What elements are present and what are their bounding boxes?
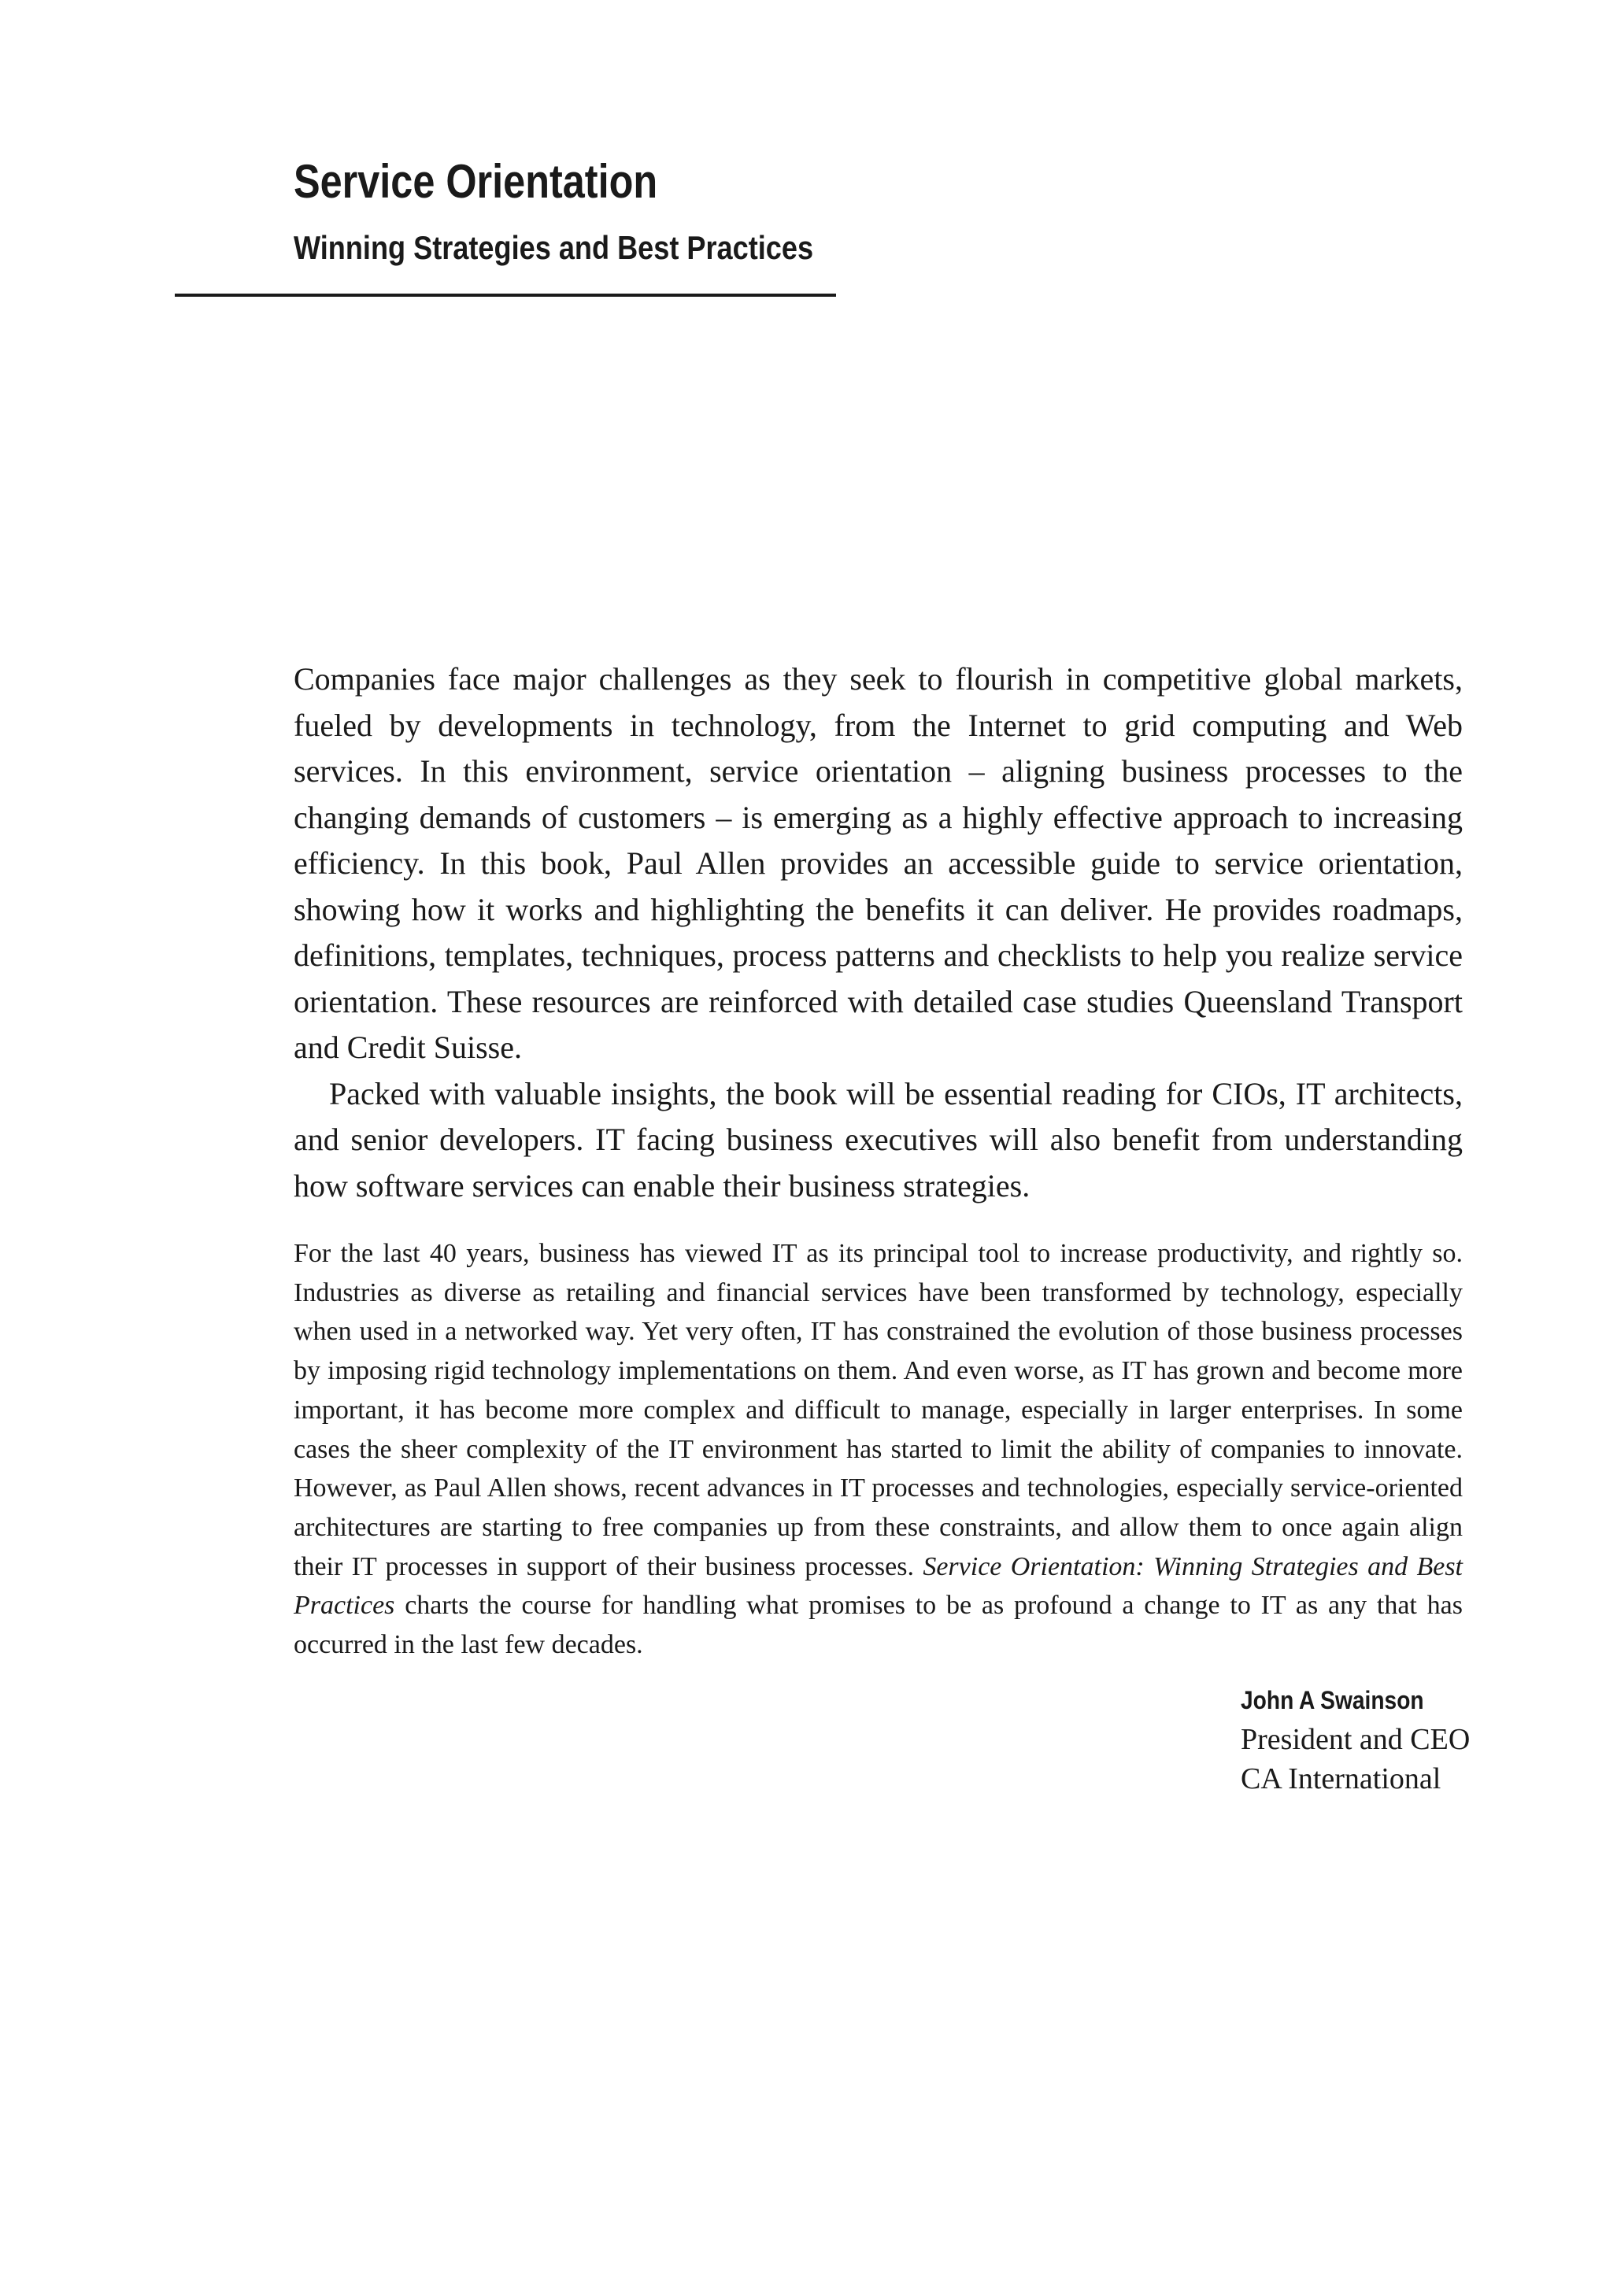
endorsement-text-start: For the last 40 years, business has viewed IT as its principal tool to increase productivity, and rightly so. Industries as diverse as retailing and financial services have been transformed by technology, especially when used in a networked way. Yet very often, IT has constrained the evolution of those business processes by imposing rigid technology implementations on them. And even worse, as IT has grown and become more important, it has become more complex and difficult to manage, especially in larger enterprises. In some cases the sheer complexity of the IT environment has started to limit the ability of companies to innovate. However, as Paul Allen shows, recent advances in IT processes and technologies, especially service-oriented architectures are starting to free companies up from these constraints, and allow them to once again align their IT processes in support of their business processes. <box>294 1239 1463 1581</box>
endorsement-book-title: Service Orientation: Winning Strategies and Best Practices <box>294 1551 1463 1621</box>
book-blurb <box>294 656 1463 1209</box>
blurb-paragraph-1: Companies face major challenges as they seek to flourish in competitive global markets, fueled by developments in technology, from the Internet to grid computing and Web services. In this environment, service orientation – aligning business processes to the changing demands of customers – is emerging as a highly effective approach to increasing efficiency. In this book, Paul Allen provides an accessible guide to service orientation, showing how it works and highlighting the benefits it can deliver. He provides roadmaps, definitions, templates, techniques, process patterns and checklists to help you realize service orientation. These resources are reinforced with detailed case studies Queensland Transport and Credit Suisse. <box>294 661 1463 1065</box>
endorsement-quote <box>294 1234 1463 1665</box>
blurb-paragraph-2: Packed with valuable insights, the book will be essential reading for CIOs, IT architects, and senior developers. IT facing business executives will also benefit from understanding how software services can enable their business strategies. <box>294 1075 1463 1203</box>
signature-role: President and CEO <box>1241 1723 1471 1756</box>
page-title: Service Orientation <box>294 155 658 208</box>
endorsement-text-end: charts the course for handling what promises to be as profound a change to IT as any that has occurred in the last few decades. <box>294 1591 1463 1660</box>
endorsement-signature <box>1241 1680 1470 1799</box>
signature-name: John A Swainson <box>1241 1686 1424 1714</box>
page-subtitle: Winning Strategies and Best Practices <box>294 229 814 266</box>
signature-organization: CA International <box>1241 1762 1441 1795</box>
title-rule <box>175 294 836 297</box>
